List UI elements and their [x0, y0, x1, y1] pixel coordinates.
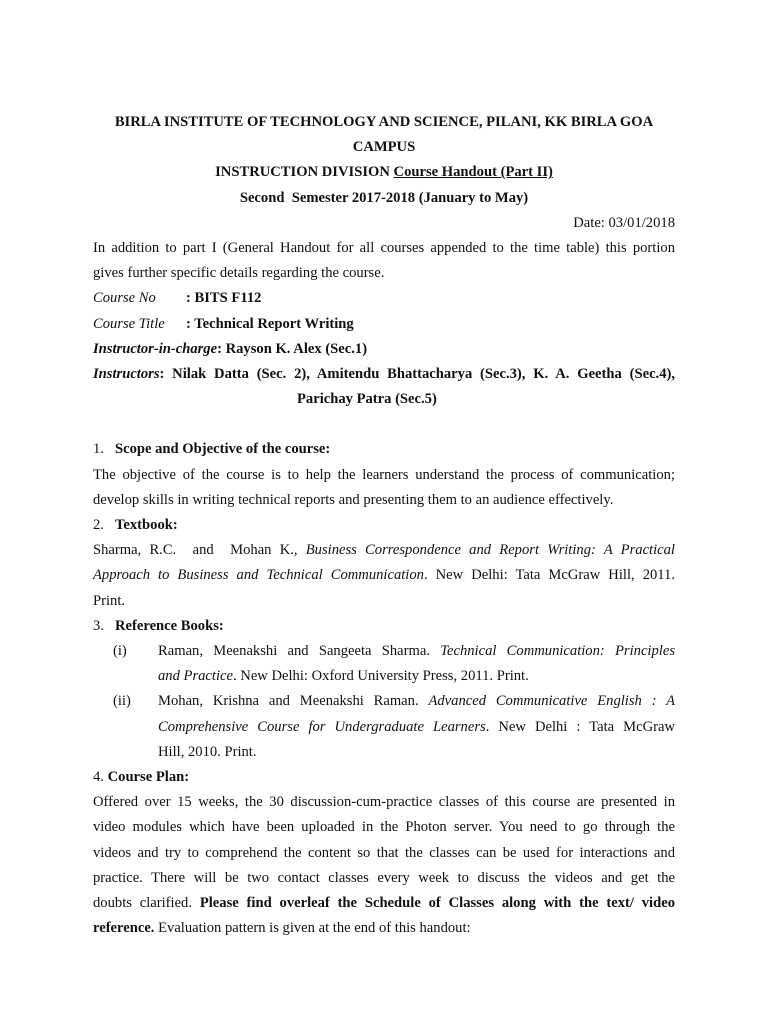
course-title-label: Course Title: [93, 315, 165, 332]
textbook-line-1: [93, 538, 675, 563]
textbook-heading: [93, 513, 675, 538]
intro-line-2: gives further specific details regarding the course.: [93, 265, 385, 282]
plan-line-1: Offered over 15 weeks, the 30 discussion-cum-practice classes of this course are presented in: [93, 794, 675, 811]
plan-plain-text-2: Evaluation pattern is given at the end of this handout:: [154, 920, 471, 937]
references-heading-text: Reference Books:: [115, 617, 224, 634]
reference-author: Raman, Meenakshi and Sangeeta Sharma.: [158, 643, 441, 660]
plan-line-3: videos and try to comprehend the content so that the classes can be used for interactions and: [93, 844, 675, 861]
division-label: INSTRUCTION DIVISION: [215, 164, 390, 181]
references-number: 3.: [93, 617, 104, 634]
course-no-row: [93, 286, 675, 311]
textbook-line-2: [93, 563, 675, 588]
course-title-value: : Technical Report Writing: [186, 315, 354, 332]
plan-line-6: [93, 916, 675, 941]
plan-bold-text-2: reference.: [93, 920, 155, 937]
reference-publisher: . New Delhi : Tata McGraw: [485, 718, 675, 735]
plan-heading-text: Course Plan:: [107, 769, 190, 786]
reference-item: [93, 639, 675, 689]
plan-number: 4.: [93, 769, 104, 786]
course-no-label: Course No: [93, 290, 156, 307]
course-title-row: [93, 312, 675, 337]
scope-heading-text: Scope and Objective of the course:: [115, 441, 331, 458]
instructors-cont: Parichay Patra (Sec.5): [297, 391, 437, 408]
reference-title-2: and Practice: [158, 668, 233, 685]
reference-text: [158, 639, 675, 689]
reference-text: [158, 689, 675, 765]
incharge-value: : Rayson K. Alex (Sec.1): [217, 340, 368, 357]
incharge-label: Instructor-in-charge: [93, 340, 218, 357]
instructors-value: : Nilak Datta (Sec. 2), Amitendu Bhattacharya (Sec.3), K. A. Geetha (Sec.4),: [159, 366, 675, 383]
reference-author: Mohan, Krishna and Meenakshi Raman.: [158, 693, 429, 710]
plan-line-5: [93, 891, 675, 916]
reference-title-1: Advanced Communicative English : A: [428, 693, 676, 710]
textbook-title-2: Approach to Business and Technical Communication: [93, 567, 424, 584]
division-line: [93, 160, 675, 185]
textbook-line-3: Print.: [93, 592, 126, 609]
plan-line-4: practice. There will be two contact classes every week to discuss the videos and get the: [93, 869, 675, 886]
intro-line-1: In addition to part I (General Handout for all courses appended to the time table) this portion: [93, 240, 675, 257]
reference-publisher: . New Delhi: Oxford University Press, 2011. Print.: [232, 668, 529, 685]
textbook-publisher: . New Delhi: Tata McGraw Hill, 2011.: [423, 567, 675, 584]
reference-title-2: Comprehensive Course for Undergraduate Learners: [158, 718, 486, 735]
semester-line: Second Semester 2017-2018 (January to May): [239, 189, 529, 206]
institute-name: BIRLA INSTITUTE OF TECHNOLOGY AND SCIENCE, PILANI, KK BIRLA GOA: [114, 114, 654, 130]
textbook-authors: Sharma, R.C. and Mohan K.,: [93, 542, 306, 559]
instructors-row: [93, 362, 675, 387]
instructors-label: Instructors: [93, 366, 160, 383]
reference-number: (i): [113, 643, 127, 660]
plan-bold-text: Please find overleaf the Schedule of Classes along with the text/ video: [199, 895, 675, 912]
handout-date: Date: 03/01/2018: [573, 214, 675, 231]
incharge-row: [93, 337, 675, 362]
reference-year: Hill, 2010. Print.: [158, 743, 257, 760]
scope-heading: [93, 437, 675, 462]
plan-line-2: video modules which have been uploaded in the Photon server. You need to go through the: [93, 819, 675, 836]
textbook-heading-text: Textbook:: [115, 517, 178, 534]
scope-line-1: The objective of the course is to help the learners understand the process of communication;: [93, 466, 675, 483]
plan-plain-text: doubts clarified.: [93, 895, 200, 912]
institute-campus: CAMPUS: [352, 139, 416, 156]
course-no-value: : BITS F112: [186, 290, 262, 307]
reference-item: [93, 689, 675, 765]
section-spacer: [93, 412, 675, 437]
plan-heading: [93, 765, 675, 790]
scope-number: 1.: [93, 441, 104, 458]
scope-line-2: develop skills in writing technical reports and presenting them to an audience effectively.: [93, 491, 614, 508]
handout-title: Course Handout (Part II): [393, 164, 553, 181]
reference-number: (ii): [113, 693, 131, 710]
references-heading: [93, 614, 675, 639]
textbook-title-1: Business Correspondence and Report Writing: A Practical: [305, 542, 675, 559]
reference-title-1: Technical Communication: Principles: [440, 643, 675, 660]
textbook-number: 2.: [93, 517, 104, 534]
